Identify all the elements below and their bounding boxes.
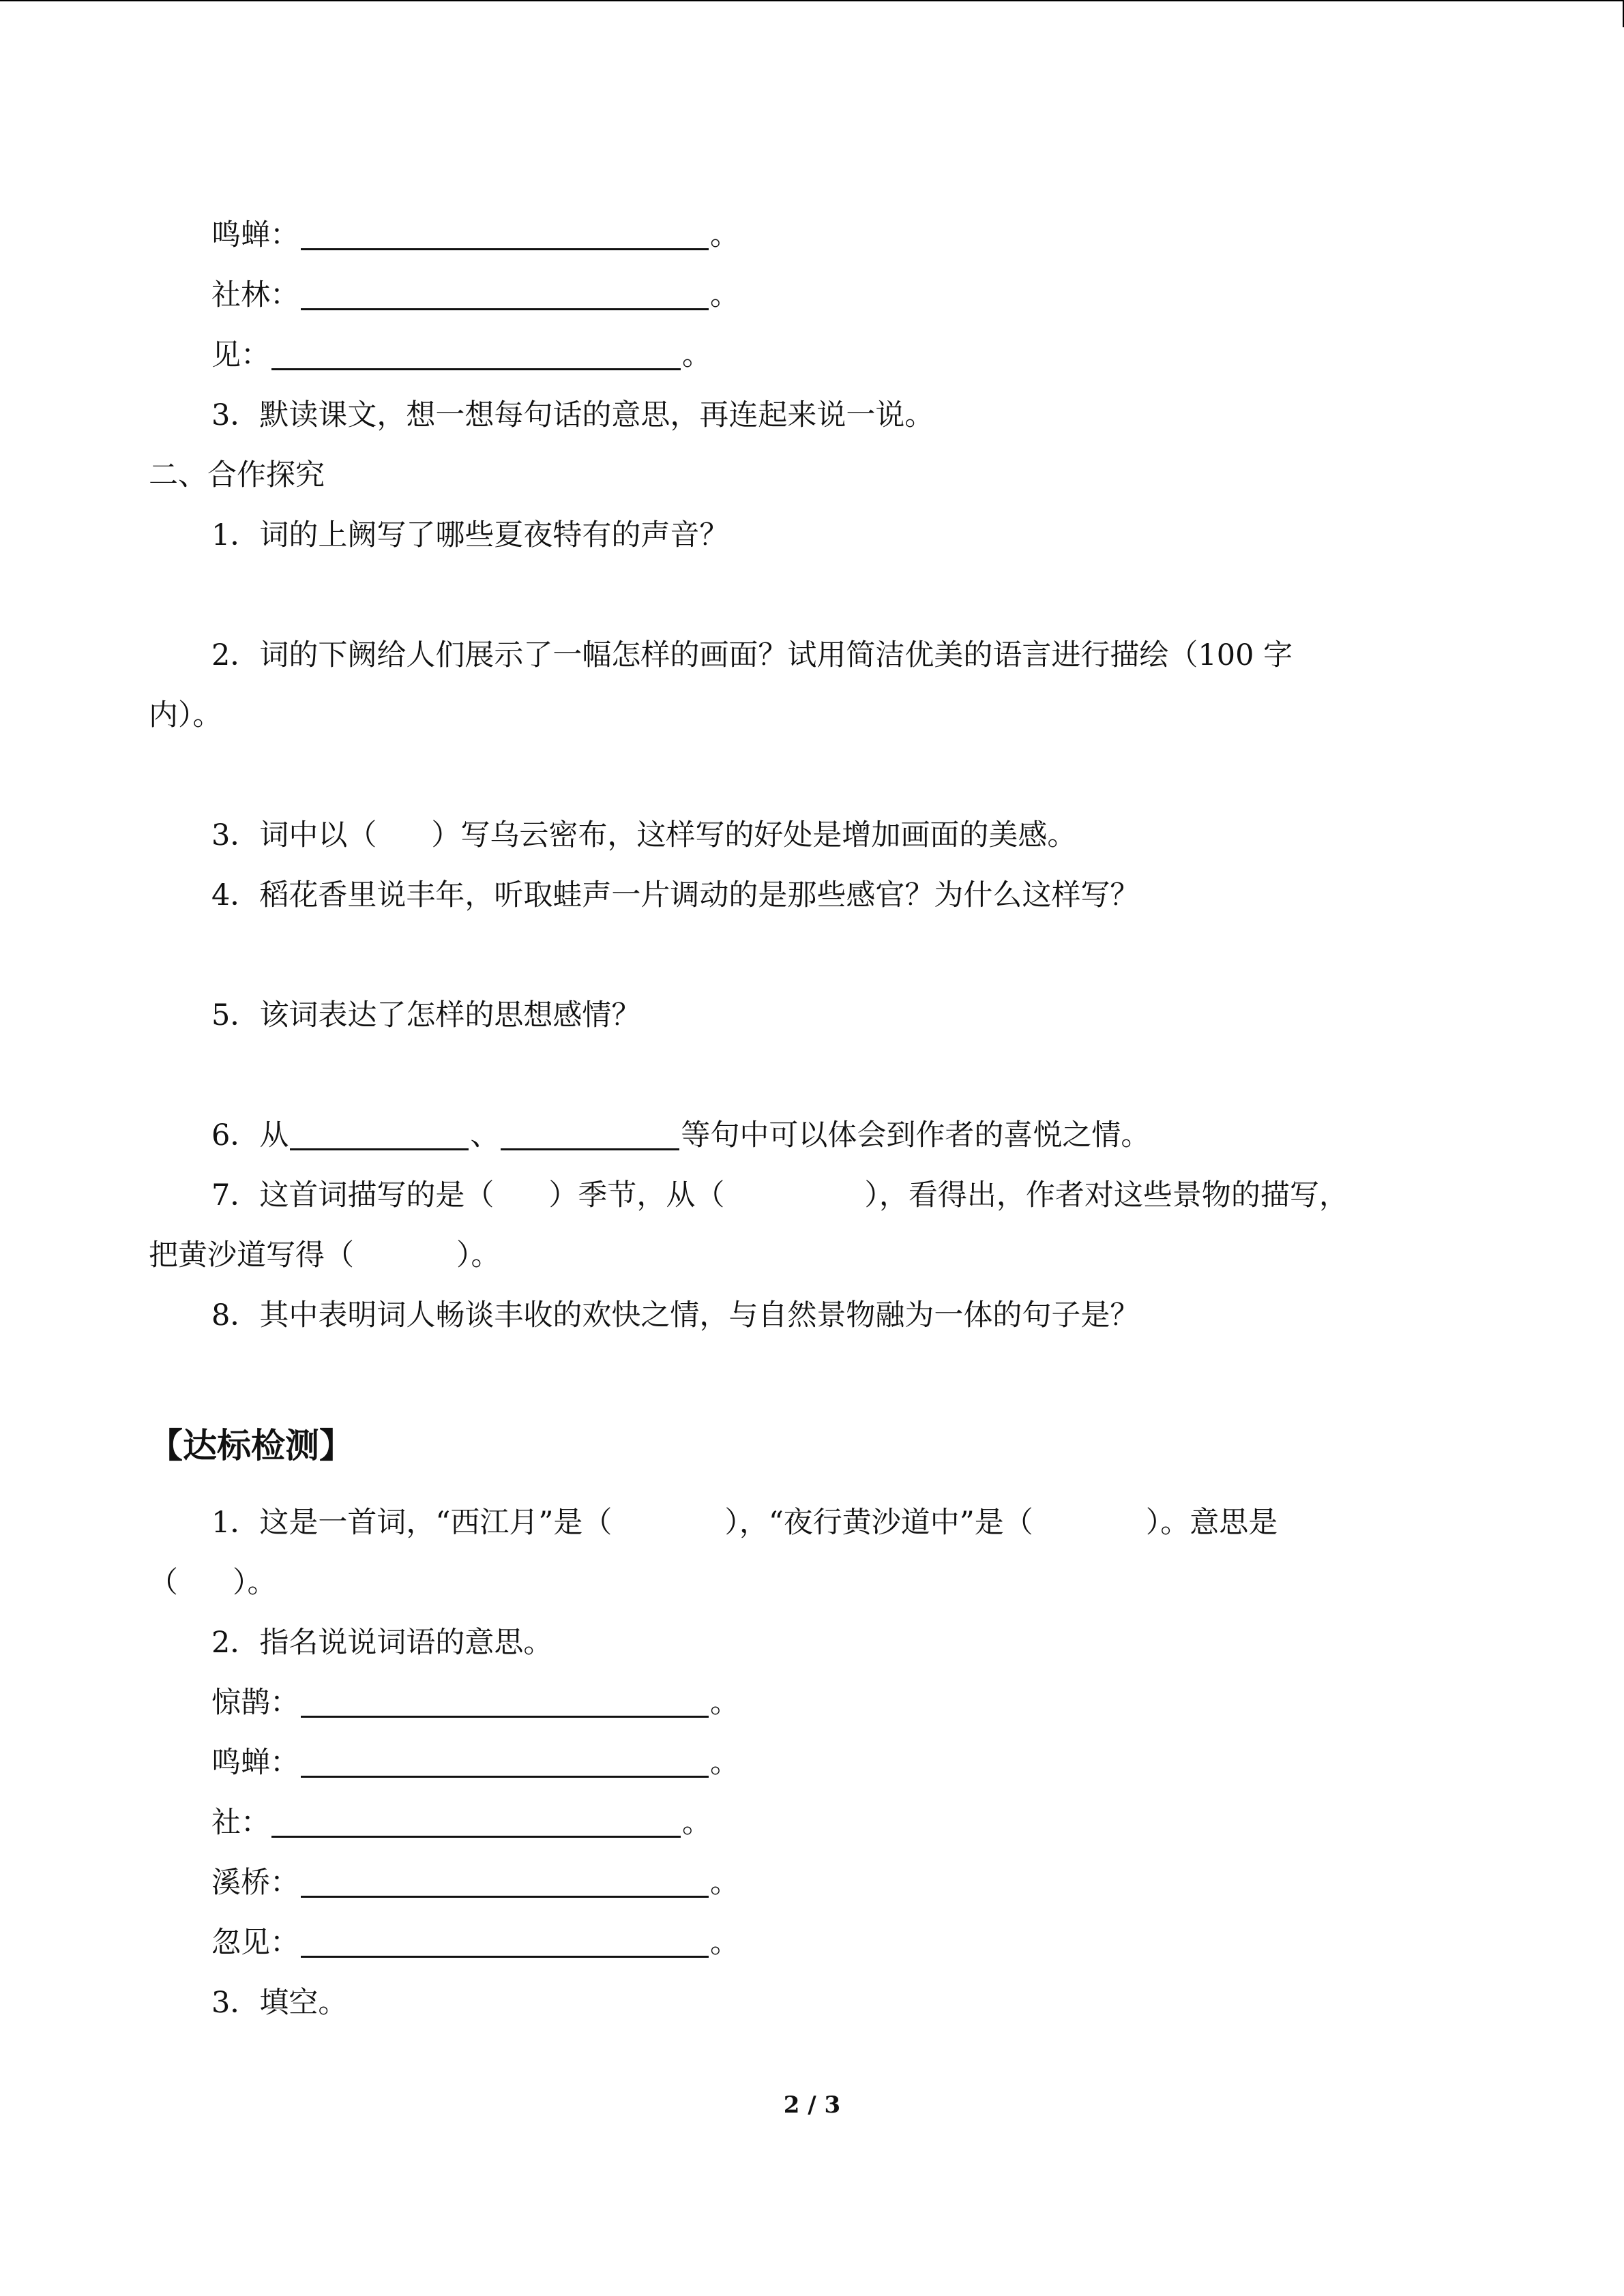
question-7-line2: 把黄沙道写得（ ）。 [149, 1238, 501, 1272]
term-row-she: 社： 。 [0, 1792, 1624, 1853]
test-question-2: 2．指名说说词语的意思。 [211, 1626, 553, 1660]
term-label: 社： [211, 1806, 270, 1840]
question-4: 4．稻花香里说丰年，听取蛙声一片调动的是那些感官？为什么这样写？ [211, 878, 1140, 912]
question-1: 1．词的上阙写了哪些夏夜特有的声音？ [211, 518, 729, 552]
term-label: 鸣蝉： [211, 1746, 299, 1780]
answer-blank[interactable] [301, 1912, 709, 1958]
prep-item-3: 3．默读课文，想一想每句话的意思，再连起来说一说。 [211, 398, 934, 432]
page-border-top [0, 0, 1623, 1]
answer-blank[interactable] [301, 265, 709, 310]
term-label: 溪桥： [211, 1866, 299, 1900]
term-row-mingchan: 鸣蝉： 。 [0, 1732, 1624, 1793]
answer-blank[interactable] [501, 1105, 679, 1150]
question-8: 8．其中表明词人畅谈丰收的欢快之情，与自然景物融为一体的句子是？ [211, 1298, 1140, 1332]
term-row-jian: 见： 。 [0, 325, 1624, 386]
term-row-shelin: 社林： 。 [0, 265, 1624, 326]
question-5: 5．该词表达了怎样的思想感情？ [211, 998, 641, 1032]
section-heading: 【达标检测】 [149, 1426, 353, 1465]
test-question-1-line1: 1．这是一首词，“西江月”是（ ），“夜行黄沙道中”是（ ）。意思是 [211, 1506, 1278, 1540]
answer-blank[interactable] [271, 1792, 681, 1838]
term-row-jingque: 惊鹊： 。 [0, 1672, 1624, 1733]
page-number: 2 / 3 [783, 2091, 841, 2119]
question-2-line2: 内）。 [149, 698, 222, 732]
term-label: 惊鹊： [211, 1686, 299, 1720]
term-label: 社林： [211, 278, 299, 312]
question-3: 3．词中以（ ）写乌云密布，这样写的好处是增加画面的美感。 [211, 818, 1077, 852]
answer-blank[interactable] [301, 1672, 709, 1718]
answer-blank[interactable] [301, 205, 709, 250]
answer-blank[interactable] [290, 1105, 469, 1150]
answer-blank[interactable] [301, 1852, 709, 1898]
term-row-xiqiao: 溪桥： 。 [0, 1852, 1624, 1913]
term-label: 鸣蝉： [211, 218, 299, 252]
test-question-3: 3．填空。 [211, 1986, 348, 2020]
question-2-line1: 2．词的下阙给人们展示了一幅怎样的画面？试用简洁优美的语言进行描绘（100 字 [211, 638, 1293, 672]
term-label: 见： [211, 338, 270, 372]
term-row-mingchan: 鸣蝉： 。 [0, 205, 1624, 266]
answer-blank[interactable] [301, 1732, 709, 1778]
answer-blank[interactable] [271, 325, 681, 370]
question-7-line1: 7．这首词描写的是（ ）季节，从（ ），看得出，作者对这些景物的描写， [211, 1178, 1348, 1212]
term-row-hujian: 忽见： 。 [0, 1912, 1624, 1973]
test-question-1-line2: （ ）。 [149, 1566, 277, 1600]
section-title: 二、合作探究 [149, 458, 325, 492]
term-label: 忽见： [211, 1926, 299, 1960]
question-6: 6．从 、 等句中可以体会到作者的喜悦之情。 [0, 1105, 1624, 1166]
